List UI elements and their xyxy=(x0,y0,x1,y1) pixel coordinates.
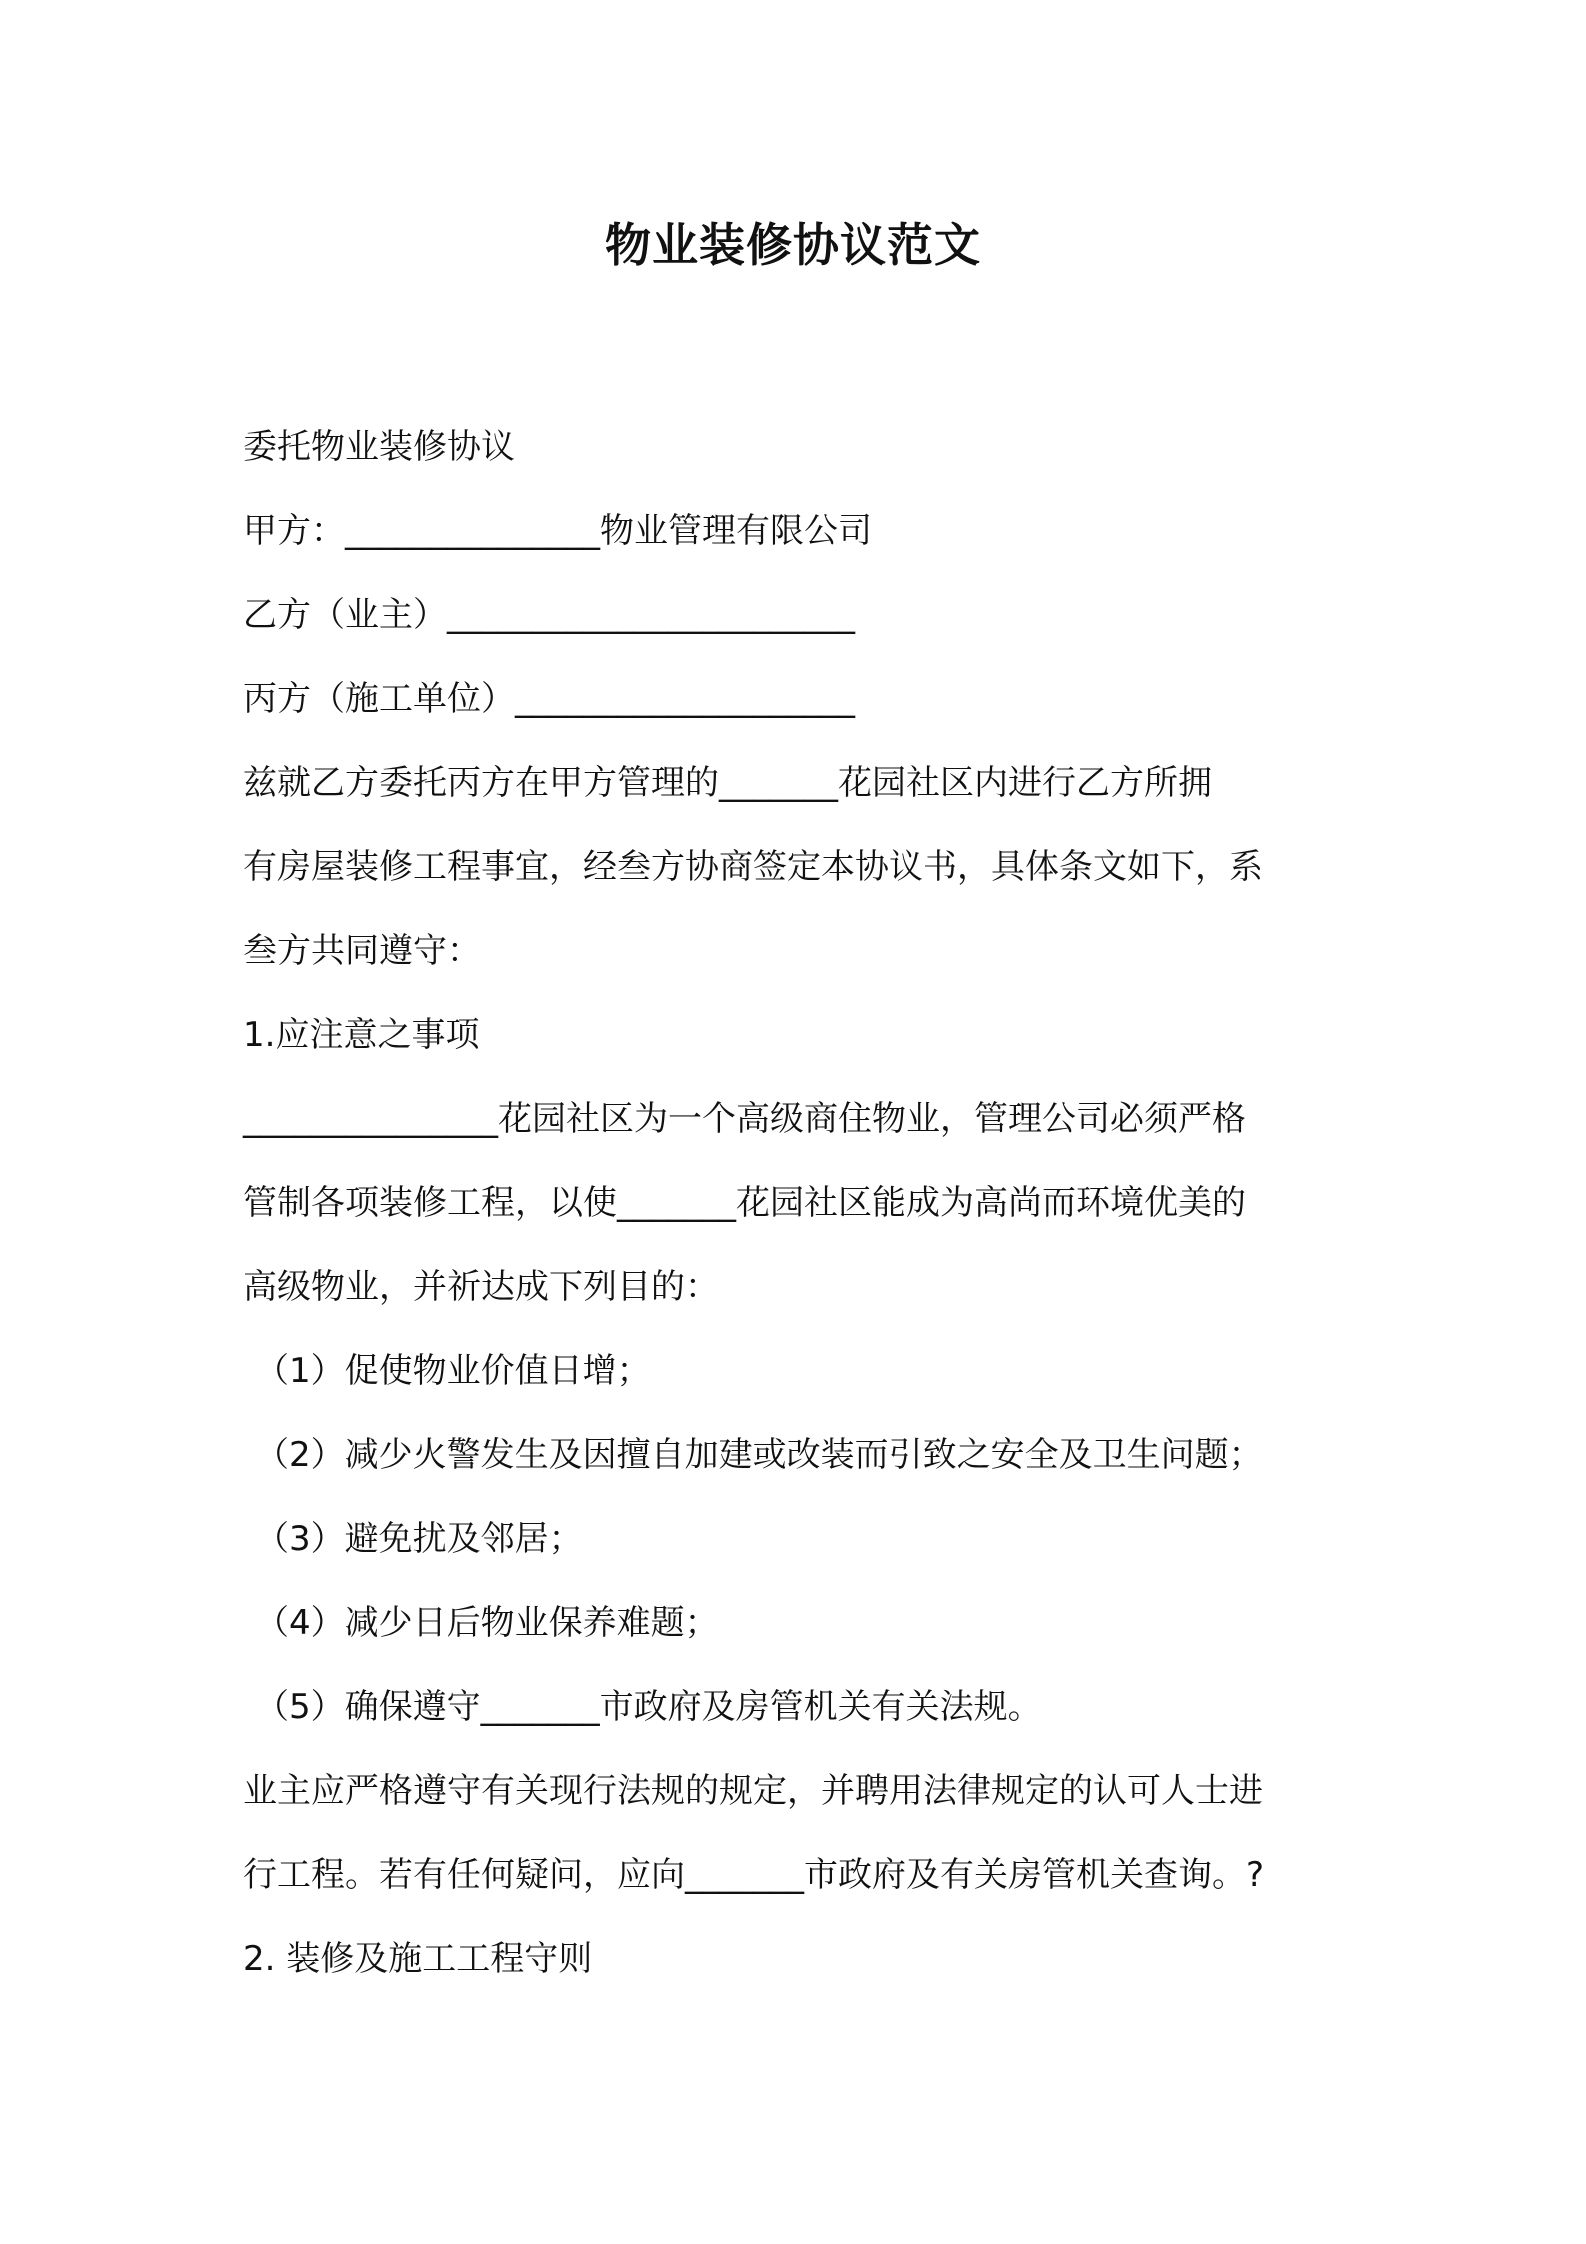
section-1-paragraph-line-3: 高级物业，并祈达成下列目的： xyxy=(243,1267,719,1307)
list-item-2: （2）减少火警发生及因擅自加建或改装而引致之安全及卫生问题； xyxy=(255,1435,1263,1475)
list-item-5: （5）确保遵守_______市政府及房管机关有关法规。 xyxy=(255,1687,1042,1727)
section-1-heading: 1.应注意之事项 xyxy=(243,1015,480,1055)
intro-line-3: 叁方共同遵守： xyxy=(243,931,481,971)
owner-rule-line-1: 业主应严格遵守有关现行法规的规定，并聘用法律规定的认可人士进 xyxy=(243,1771,1263,1811)
document-body xyxy=(243,405,1353,2001)
list-item-3: （3）避免扰及邻居； xyxy=(255,1519,583,1559)
intro-line-1: 兹就乙方委托丙方在甲方管理的_______花园社区内进行乙方所拥 xyxy=(243,763,1212,803)
section-1-paragraph-line-2: 管制各项装修工程，以使_______花园社区能成为高尚而环境优美的 xyxy=(243,1183,1246,1223)
party-a-line: 甲方：_______________物业管理有限公司 xyxy=(243,511,872,551)
list-item-1: （1）促使物业价值日增； xyxy=(255,1351,651,1391)
party-b-line: 乙方（业主）________________________ xyxy=(243,595,855,635)
owner-rule-line-2: 行工程。若有任何疑问，应向_______市政府及有关房管机关查询。? xyxy=(243,1855,1265,1895)
section-1-paragraph-line-1: _______________花园社区为一个高级商住物业，管理公司必须严格 xyxy=(243,1099,1246,1139)
subtitle-line: 委托物业装修协议 xyxy=(243,427,515,467)
list-item-4: （4）减少日后物业保养难题； xyxy=(255,1603,719,1643)
intro-line-2: 有房屋装修工程事宜，经叁方协商签定本协议书，具体条文如下，系 xyxy=(243,847,1263,887)
document-title: 物业装修协议范文 xyxy=(605,218,981,272)
party-c-line: 丙方（施工单位）____________________ xyxy=(243,679,855,719)
section-2-heading: 2. 装修及施工工程守则 xyxy=(243,1939,593,1979)
